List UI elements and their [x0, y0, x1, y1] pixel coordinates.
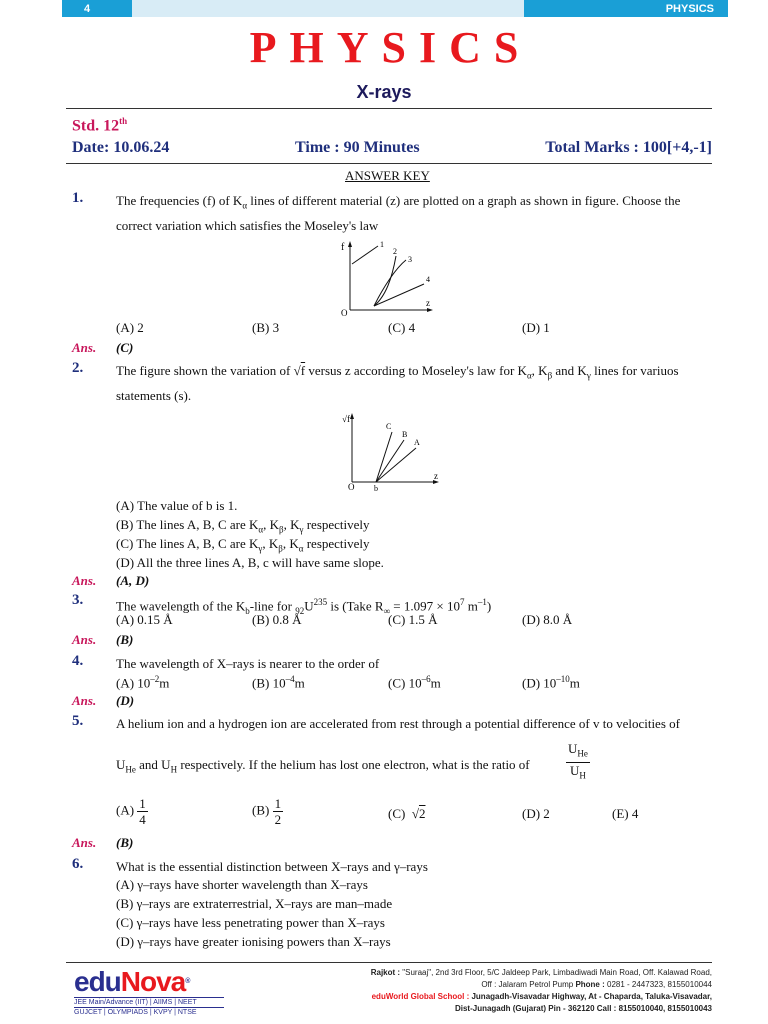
option-b: (B) $10^{-4}m$ [252, 674, 305, 691]
statement-d: (D) All the three lines A, B, c will have same slope. [116, 555, 384, 570]
answer-label: Ans. [72, 573, 97, 588]
answer-label: Ans. [72, 835, 97, 850]
option-c: (C) 1.5 Å [388, 612, 438, 627]
x-axis-label: z [434, 471, 438, 481]
option-a: (A) 2 [116, 320, 144, 335]
chapter-title: X-rays [356, 82, 412, 102]
sqrt-symbol: √f [293, 363, 306, 378]
brand-tagline: GUJCET | OLYMPIADS | KVPY | NTSE [74, 1007, 224, 1017]
option-d: (D) 2 [522, 806, 550, 821]
page-title: PHYSICS [249, 23, 532, 72]
footer-divider [66, 962, 712, 963]
header-band [132, 0, 524, 17]
option-a: (A) $\frac{1}{4}$ [116, 796, 146, 827]
exam-info-row [72, 139, 712, 157]
x-axis-label: z [426, 298, 430, 308]
line-label: C [386, 422, 392, 431]
option-d: (D) 8.0 Å [522, 612, 573, 627]
question-text: The frequencies (f) of $K_\alpha$ lines of different material (z) are plotted on a graph as shown in figure. Choose the correct variation which satisfies the Moseley's law [116, 193, 681, 233]
line-c [376, 432, 392, 482]
statement-b: (B) The lines A, B, C are $K_\alpha$, $K_\beta$, $K_\gamma$ respectively [116, 517, 370, 535]
intercept-label: b [374, 484, 378, 493]
line-b [376, 440, 404, 482]
line-a [376, 448, 416, 482]
option-b: (B) 0.8 Å [252, 612, 302, 627]
answer-value: (C) [116, 340, 134, 355]
edunova-logo [74, 967, 224, 1017]
statement-a: (A) The value of b is 1. [116, 498, 238, 513]
option-d: (D) 1 [522, 320, 550, 335]
answer-label: Ans. [72, 340, 97, 355]
page-number: 4 [62, 0, 132, 17]
moseley-graph-2 [340, 410, 444, 494]
option-b: (B) 3 [252, 320, 280, 335]
curve-label: 4 [426, 275, 430, 284]
curve-label: 2 [393, 247, 397, 256]
question-text: The wavelength of the $K_b$-line for $_{92}U^{235}$ is (Take $R_\infty = 1.097 \times 10^7$ $m^{-1}$) [116, 597, 492, 616]
statement-c: (C) The lines A, B, C are $K_\gamma$, $K_\beta$, $K_\alpha$ respectively [116, 536, 370, 554]
std-label: Std. 12th [72, 116, 128, 135]
question-number: 6. [72, 856, 84, 872]
answer-label: Ans. [72, 632, 97, 647]
option-c: (C) 4 [388, 320, 416, 335]
answer-value: (B) [116, 835, 134, 850]
option-c: (C) γ–rays have less penetrating power than X–rays [116, 915, 385, 930]
curve-label: 3 [408, 255, 412, 264]
question-number: 5. [72, 713, 84, 729]
option-d: (D) γ–rays have greater ionising powers than X–rays [116, 934, 391, 949]
question-text: The figure shown the variation of √f versus z according to Moseley's law for $K_\alpha$, $K_\beta$ and $K_\gamma$ lines for variuos statements (s). [116, 363, 679, 403]
divider [66, 108, 712, 109]
curve-4 [374, 284, 424, 306]
answer-value: (D) [116, 693, 135, 708]
option-a: (A) γ–rays have shorter wavelength than X–rays [116, 877, 368, 892]
footer-address: Rajkot : "Suraaj", 2nd 3rd Floor, 5/C Jaldeep Park, Limbadiwadi Main Road, Off. Kalawad Road, Off : Jalaram Petrol Pump Phone : 0281 - 2447323, 8155010044 eduWorld Global School : Junagadh-Visavadar Highway, At - Chaparda, Taluka-Visavadar, Dist-Junagadh (Gujarat) Pin - 362120 Call : 8155010040, 8155010043 [370, 968, 712, 1013]
line-label: A [414, 438, 420, 447]
brand-tagline: JEE Main/Advance (IIT) | AIIMS | NEET [74, 997, 224, 1007]
option-a: (A) $10^{-2}m$ [116, 674, 170, 691]
answer-label: Ans. [72, 693, 97, 708]
question-number: 4. [72, 653, 84, 669]
option-c: (C) $10^{-6}m$ [388, 674, 441, 691]
y-axis-label: √f [342, 414, 350, 424]
answer-value: (B) [116, 632, 134, 647]
answer-key-heading: ANSWER KEY [345, 168, 430, 183]
line-label: B [402, 430, 408, 439]
subject-tag: PHYSICS [524, 0, 728, 17]
origin-label: O [348, 482, 355, 492]
exam-marks: Total Marks : 100[+4,-1] [545, 139, 712, 156]
exam-date: Date: 10.06.24 [72, 139, 170, 156]
header-bar [62, 0, 728, 17]
moseley-graph-1 [338, 238, 438, 318]
option-d: (D) $10^{-10}m$ [522, 674, 580, 691]
question-text: A helium ion and a hydrogen ion are accelerated from rest through a potential difference of v to velocities of [116, 716, 680, 731]
exam-time: Time : 90 Minutes [294, 139, 420, 156]
question-text: What is the essential distinction between X–rays and γ–rays [116, 859, 428, 874]
option-a: (A) 0.15 Å [116, 612, 173, 627]
ratio-fraction: $\frac{U_{He}}{U_H}$ [568, 741, 588, 781]
option-e: (E) 4 [612, 806, 639, 821]
option-b: (B) $\frac{1}{2}$ [252, 796, 282, 827]
question-text: The wavelength of X–rays is nearer to the order of [116, 656, 380, 671]
curve-2 [374, 256, 396, 306]
y-axis-label: f [341, 242, 345, 253]
curve-1 [352, 246, 378, 264]
option-c: (C) √2 [388, 806, 426, 821]
option-b: (B) γ–rays are extraterrestrial, X–rays are man–made [116, 896, 393, 911]
answer-value: (A, D) [116, 573, 150, 588]
curve-label: 1 [380, 240, 384, 249]
divider [66, 163, 712, 164]
brand-wordmark: eduNova® [74, 966, 190, 997]
question-number: 1. [72, 190, 84, 206]
question-number: 3. [72, 592, 84, 608]
question-number: 2. [72, 360, 84, 376]
question-text-line2: $U_{He}$ and $U_H$ respectively. If the helium has lost one electron, what is the ratio of [116, 757, 530, 775]
origin-label: O [341, 308, 348, 318]
